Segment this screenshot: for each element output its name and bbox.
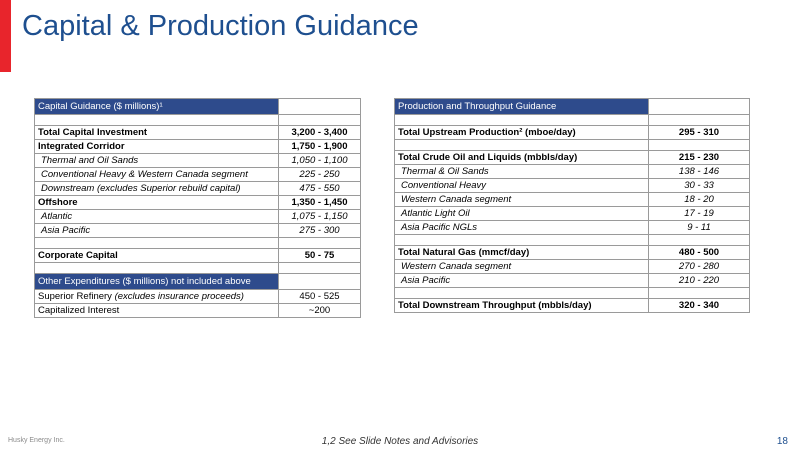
- row-value: 295 - 310: [649, 126, 750, 140]
- row-label: Total Natural Gas (mmcf/day): [395, 246, 649, 260]
- row-value: 450 - 525: [279, 290, 361, 304]
- row-label: Capitalized Interest: [35, 304, 279, 318]
- other-expenditures-header: Other Expenditures ($ millions) not included above: [35, 274, 279, 290]
- row-value: 275 - 300: [279, 224, 361, 238]
- row-value: 1,750 - 1,900: [279, 140, 361, 154]
- page-number: 18: [776, 436, 788, 447]
- row-value: 138 - 146: [649, 165, 750, 179]
- table-row: [395, 221, 750, 235]
- table-row: [395, 299, 750, 313]
- table-row: [35, 140, 361, 154]
- row-label: Asia Pacific: [395, 274, 649, 288]
- table-row: [395, 246, 750, 260]
- row-label: Integrated Corridor: [35, 140, 279, 154]
- row-label-note: (excludes insurance proceeds): [114, 291, 244, 302]
- row-value: 1,350 - 1,450: [279, 196, 361, 210]
- production-header-row: [395, 99, 750, 115]
- table-row: [395, 165, 750, 179]
- row-label: Atlantic Light Oil: [395, 207, 649, 221]
- row-label: Western Canada segment: [395, 193, 649, 207]
- row-value: 320 - 340: [649, 299, 750, 313]
- row-label: Atlantic: [35, 210, 279, 224]
- page-title: Capital & Production Guidance: [22, 10, 419, 42]
- row-value: 9 - 11: [649, 221, 750, 235]
- table-row: [35, 182, 361, 196]
- table-row: [35, 224, 361, 238]
- row-value: 270 - 280: [649, 260, 750, 274]
- row-label: Conventional Heavy & Western Canada segment: [35, 168, 279, 182]
- capital-guidance-table: [34, 98, 361, 318]
- capital-header-row: [35, 99, 361, 115]
- row-label: Offshore: [35, 196, 279, 210]
- row-label: Conventional Heavy: [395, 179, 649, 193]
- row-label: Asia Pacific NGLs: [395, 221, 649, 235]
- other-expenditures-header-row: [35, 274, 361, 290]
- table-row: [395, 274, 750, 288]
- table-row: [35, 154, 361, 168]
- row-label: Asia Pacific: [35, 224, 279, 238]
- table-row: [35, 168, 361, 182]
- row-label: Western Canada segment: [395, 260, 649, 274]
- row-value: 1,075 - 1,150: [279, 210, 361, 224]
- footer-notes: 1,2 See Slide Notes and Advisories: [321, 436, 479, 447]
- row-label: [35, 290, 279, 304]
- table-row: [35, 210, 361, 224]
- row-label: Total Downstream Throughput (mbbls/day): [395, 299, 649, 313]
- row-value: 210 - 220: [649, 274, 750, 288]
- table-row: [35, 126, 361, 140]
- table-row: [395, 151, 750, 165]
- row-value: 3,200 - 3,400: [279, 126, 361, 140]
- production-guidance-table: [394, 98, 750, 313]
- row-value: 18 - 20: [649, 193, 750, 207]
- row-value: 17 - 19: [649, 207, 750, 221]
- row-label-main: Superior Refinery: [38, 291, 112, 302]
- row-value: 1,050 - 1,100: [279, 154, 361, 168]
- production-header: Production and Throughput Guidance: [395, 99, 649, 115]
- table-row: [395, 126, 750, 140]
- row-value: 475 - 550: [279, 182, 361, 196]
- table-row: [395, 260, 750, 274]
- footer-company: Husky Energy Inc.: [8, 437, 65, 444]
- row-label: Total Crude Oil and Liquids (mbbls/day): [395, 151, 649, 165]
- accent-bar: [0, 0, 11, 72]
- table-row: [35, 249, 361, 263]
- row-label: Thermal and Oil Sands: [35, 154, 279, 168]
- table-row: [395, 179, 750, 193]
- table-row: [395, 193, 750, 207]
- row-value: 225 - 250: [279, 168, 361, 182]
- table-row: [35, 290, 361, 304]
- table-row: [395, 207, 750, 221]
- table-row: [35, 304, 361, 318]
- table-row: [35, 196, 361, 210]
- row-label: Total Upstream Production² (mboe/day): [395, 126, 649, 140]
- row-label: Total Capital Investment: [35, 126, 279, 140]
- capital-header: Capital Guidance ($ millions)¹: [35, 99, 279, 115]
- row-label: Downstream (excludes Superior rebuild capital): [35, 182, 279, 196]
- row-value: 50 - 75: [279, 249, 361, 263]
- row-value: 215 - 230: [649, 151, 750, 165]
- row-value: ~200: [279, 304, 361, 318]
- row-label: Thermal & Oil Sands: [395, 165, 649, 179]
- row-label: Corporate Capital: [35, 249, 279, 263]
- row-value: 480 - 500: [649, 246, 750, 260]
- row-value: 30 - 33: [649, 179, 750, 193]
